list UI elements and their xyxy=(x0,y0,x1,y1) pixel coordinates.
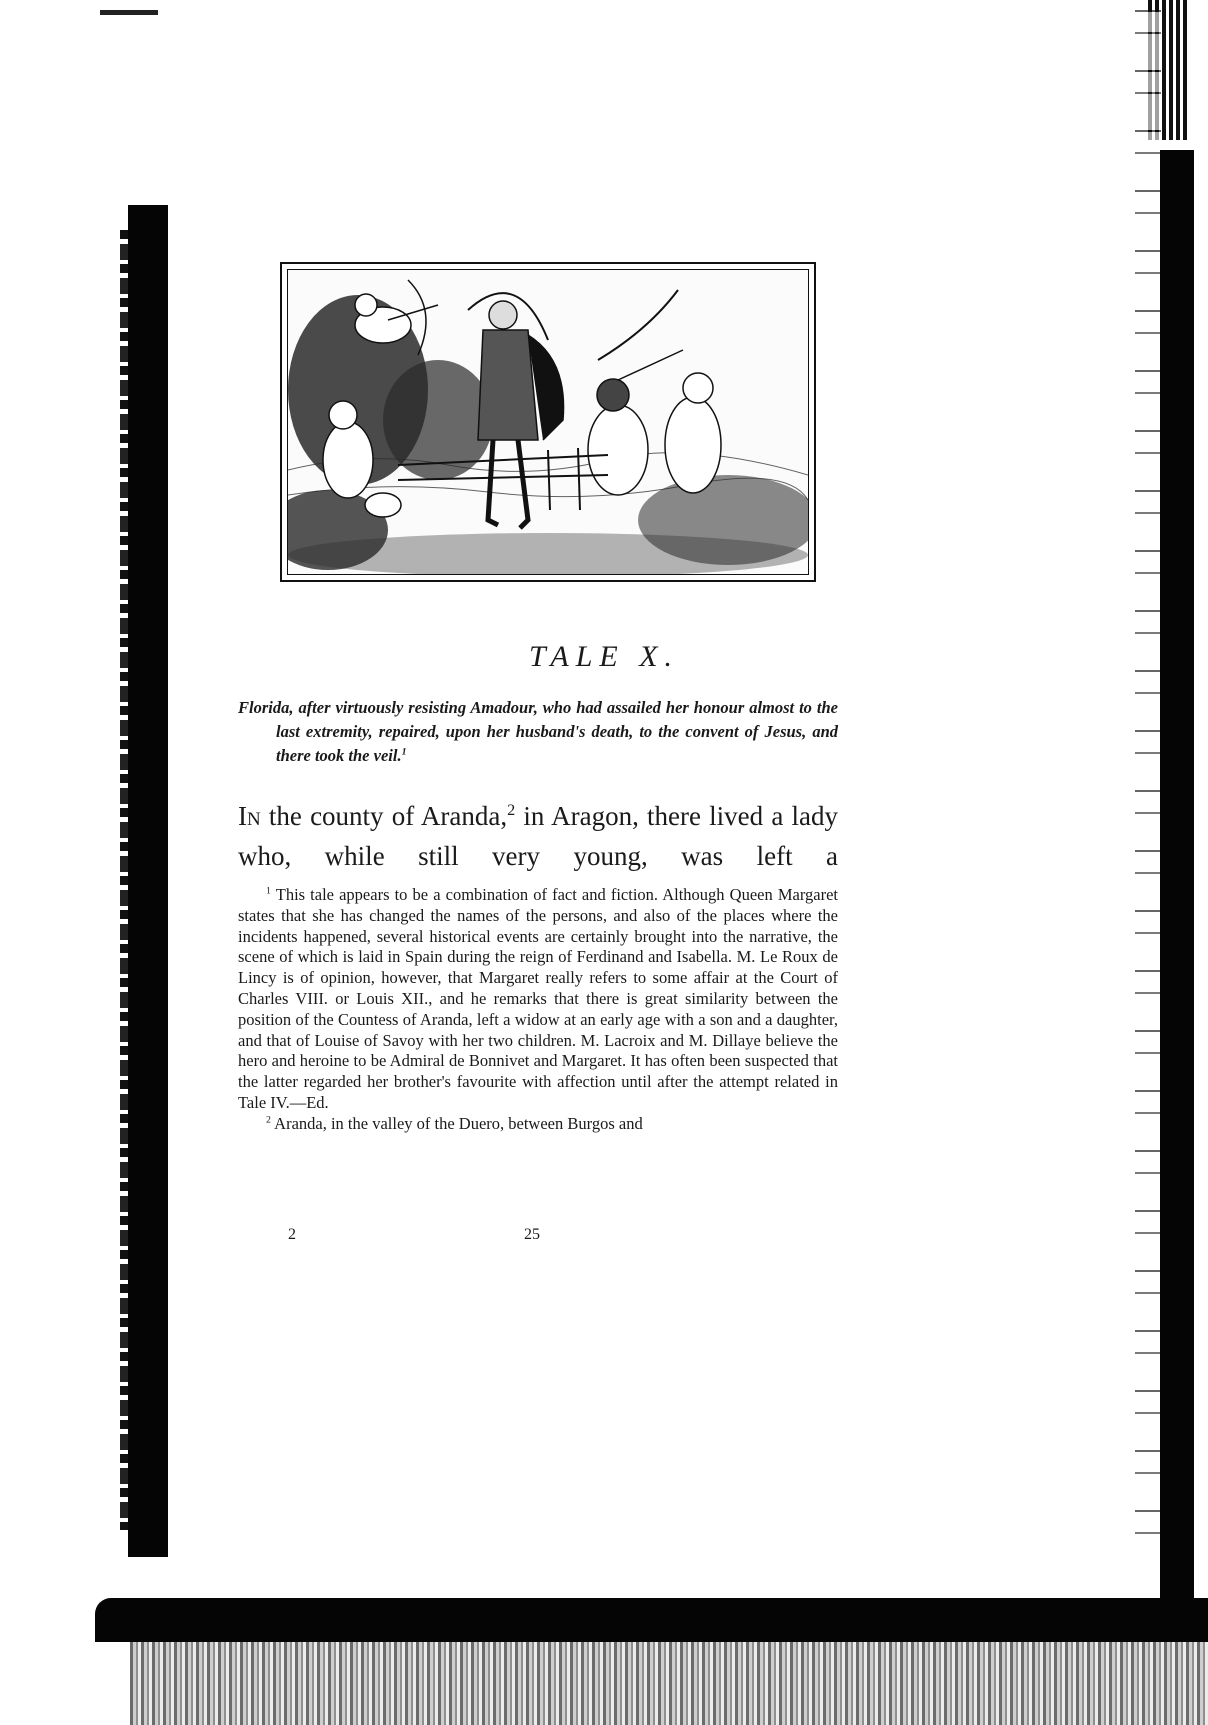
body-footnote-ref: 2 xyxy=(507,801,516,819)
footnote-text: This tale appears to be a combination of fact and fiction. Although Queen Margaret states that she has changed the names of the persons, and also of the places where the incidents happened, several historical events are certainly brought into the narrative, the scene of which is laid in Spain during the reign of Ferdinand and Isabella. M. Le Roux de Lincy is of opinion, however, that Margaret really refers to some affair at the Court of Charles VIII. or Louis XII., and he remarks that there is great similarity between the position of the Countess of Aranda, left a widow at an early age with a son and a daughter, and that of Louise of Savoy with her two children. M. Lacroix and M. Dillaye believe the hero and heroine to be Admiral de Bonnivet and Margaret. It has often been suspected that the latter regarded her brother's favourite with affection until after the attempt related in Tale IV.—Ed. xyxy=(238,885,838,1112)
footnote-marker: 2 xyxy=(266,1114,271,1126)
scan-bottom-shadow xyxy=(95,1598,1208,1642)
page-number: 25 xyxy=(524,1226,540,1243)
scan-right-noise xyxy=(1135,10,1161,1570)
tale-summary xyxy=(238,696,838,768)
footnote-marker: 1 xyxy=(266,885,271,897)
footnote-text: Aranda, in the valley of the Duero, between Burgos and xyxy=(270,1113,643,1133)
footnote xyxy=(238,1114,838,1135)
summary-footnote-ref: 1 xyxy=(401,746,407,758)
scan-left-shadow xyxy=(128,205,168,1557)
body-paragraph xyxy=(238,796,838,876)
body-text-part: in Aragon, there lived a lady who, while still very young, was left a xyxy=(238,801,838,871)
summary-text: Florida, after virtuously resisting Amadour, who had assailed her honour almost to the last extremity, repaired, upon her husband's death, to the convent of Jesus, and there took the veil. xyxy=(238,698,838,765)
dropcap-word: In xyxy=(238,801,261,831)
tale-heading: TALE X. xyxy=(528,640,680,673)
signature-mark: 2 xyxy=(288,1226,296,1243)
scan-mark xyxy=(100,10,158,15)
scan-bottom-noise xyxy=(130,1642,1208,1725)
footnote xyxy=(238,885,838,1114)
page-folio xyxy=(0,1226,1208,1246)
footnotes xyxy=(238,885,838,1135)
body-text-part: the county of Aranda, xyxy=(260,801,508,831)
archery-scene-image xyxy=(287,269,809,575)
scan-right-shadow xyxy=(1160,150,1194,1600)
engraving-illustration xyxy=(280,262,816,582)
